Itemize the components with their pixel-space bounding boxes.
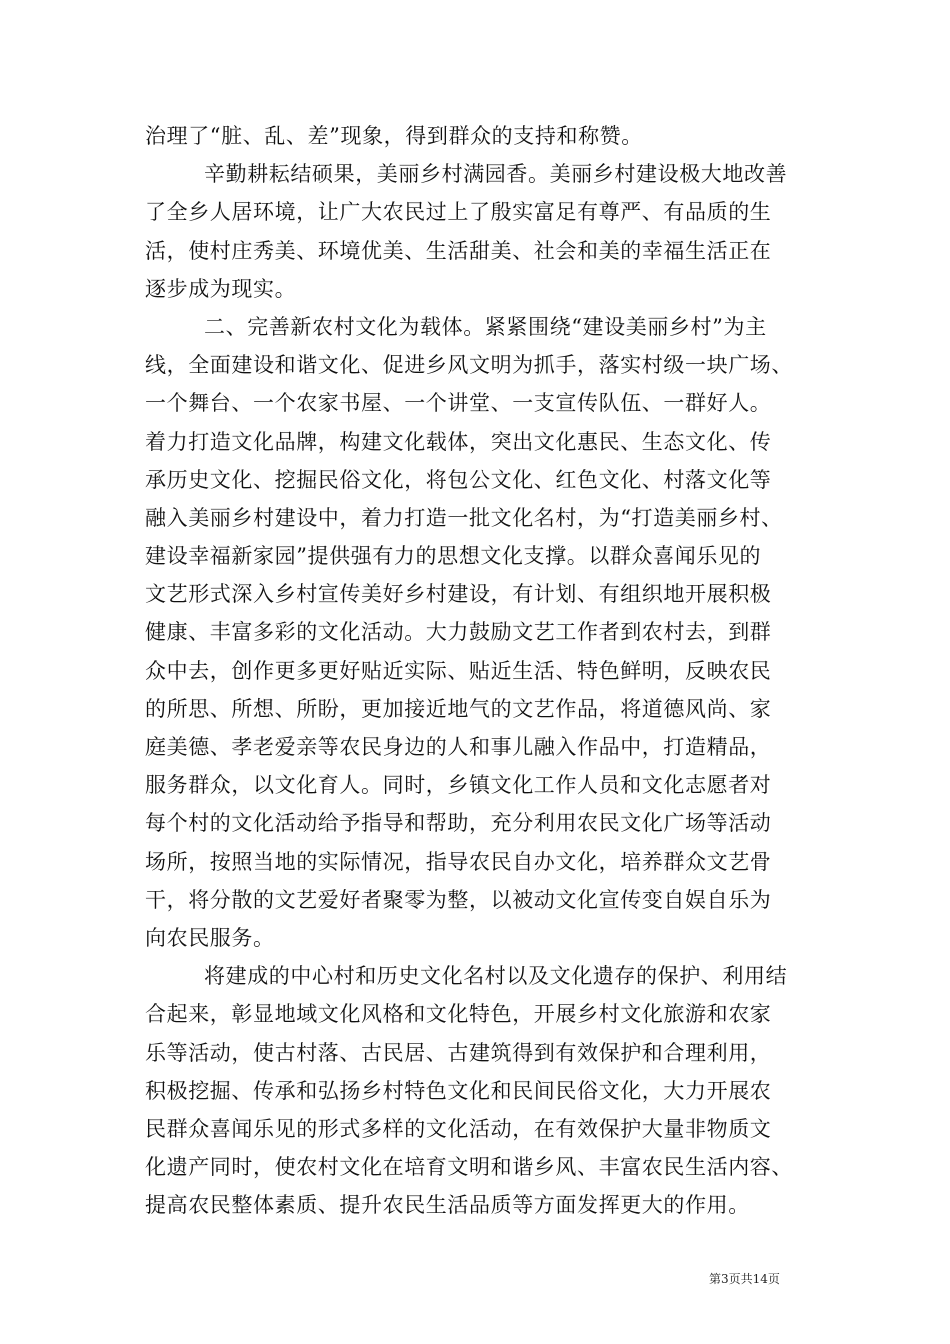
text-line: 民群众喜闻乐见的形式多样的文化活动，在有效保护大量非物质文	[145, 1116, 772, 1141]
text-line: 健康、丰富多彩的文化活动。大力鼓励文艺工作者到农村去，到群	[145, 620, 772, 645]
text-line: 每个村的文化活动给予指导和帮助，充分利用农民文化广场等活动	[145, 811, 772, 836]
text-line: 一个舞台、一个农家书屋、一个讲堂、一支宣传队伍、一群好人。	[145, 391, 772, 416]
text-line: 服务群众，以文化育人。同时，乡镇文化工作人员和文化志愿者对	[145, 773, 772, 798]
text-line: 治理了“脏、乱、差”现象，得到群众的支持和称赞。	[145, 124, 643, 148]
text-line: 承历史文化、挖掘民俗文化，将包公文化、红色文化、村落文化等	[145, 467, 772, 492]
text-line: 文艺形式深入乡村宣传美好乡村建设，有计划、有组织地开展积极	[145, 582, 772, 607]
text-line: 二、完善新农村文化为载体。紧紧围绕“建设美丽乡村”为主	[204, 314, 767, 339]
text-line: 庭美德、孝老爱亲等农民身边的人和事儿融入作品中，打造精品，	[145, 735, 772, 759]
text-line: 的所思、所想、所盼，更加接近地气的文艺作品，将道德风尚、家	[145, 696, 772, 721]
text-line: 活，使村庄秀美、环境优美、生活甜美、社会和美的幸福生活正在	[145, 238, 772, 263]
body-text	[145, 117, 815, 1224]
text-line: 众中去，创作更多更好贴近实际、贴近生活、特色鲜明，反映农民	[145, 658, 772, 683]
text-line: 干，将分散的文艺爱好者聚零为整，以被动文化宣传变自娱自乐为	[145, 887, 772, 912]
text-line: 提高农民整体素质、提升农民生活品质等方面发挥更大的作用。	[145, 1193, 750, 1218]
text-line: 合起来，彰显地域文化风格和文化特色，开展乡村文化旅游和农家	[145, 1002, 772, 1027]
text-line: 乐等活动，使古村落、古民居、古建筑得到有效保护和合理利用，	[145, 1040, 772, 1065]
text-line: 融入美丽乡村建设中，着力打造一批文化名村，为“打造美丽乡村、	[145, 505, 783, 530]
text-line: 将建成的中心村和历史文化名村以及文化遗存的保护、利用结	[204, 964, 788, 989]
text-line: 向农民服务。	[145, 925, 275, 950]
page-number-footer: 第3页共14页	[709, 1272, 780, 1286]
text-line: 线，全面建设和谐文化、促进乡风文明为抓手，落实村级一块广场、	[145, 353, 793, 378]
text-line: 着力打造文化品牌，构建文化载体，突出文化惠民、生态文化、传	[145, 429, 772, 454]
text-line: 建设幸福新家园”提供强有力的思想文化支撑。以群众喜闻乐见的	[145, 544, 762, 569]
text-line: 逐步成为现实。	[145, 276, 297, 301]
text-line: 辛勤耕耘结硕果，美丽乡村满园香。美丽乡村建设极大地改善	[204, 162, 788, 187]
text-line: 化遗产同时，使农村文化在培育文明和谐乡风、丰富农民生活内容、	[145, 1155, 793, 1180]
text-line: 积极挖掘、传承和弘扬乡村特色文化和民间民俗文化，大力开展农	[145, 1078, 772, 1103]
text-line: 了全乡人居环境，让广大农民过上了殷实富足有尊严、有品质的生	[145, 200, 772, 225]
text-line: 场所，按照当地的实际情况，指导农民自办文化，培养群众文艺骨	[145, 849, 772, 874]
